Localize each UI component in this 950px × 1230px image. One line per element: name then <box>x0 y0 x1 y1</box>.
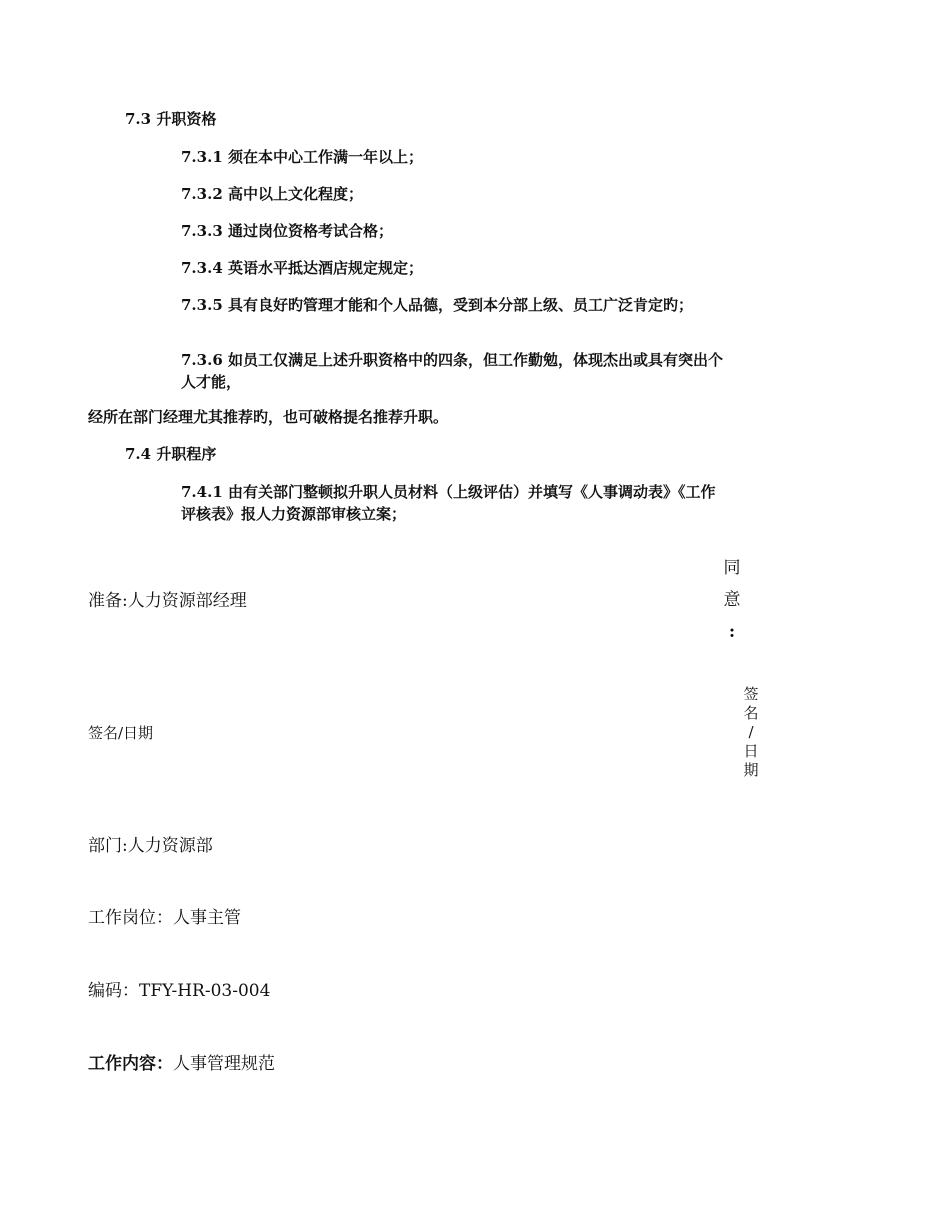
document-code: 编码：TFY-HR-03-004 <box>88 981 271 1001</box>
clause-7-3-2: 7.3.2 高中以上文化程度； <box>181 185 363 203</box>
clause-7-4-1: 7.4.1 由有关部门整顿拟升职人员材料（上级评估）并填写《人事调动表》《工作评核表》报人力资源部审核立案； <box>181 483 716 523</box>
sign-date-right-char-1: 签 <box>743 685 759 703</box>
section-7-4-title: 7.4 升职程序 <box>125 445 217 463</box>
sign-date-left: 签名/日期 <box>88 724 154 742</box>
approved-char-3: : <box>728 622 736 642</box>
clause-7-3-6: 7.3.6 如员工仅满足上述升职资格中的四条，但工作勤勉，体现杰出或具有突出个人才能， <box>181 351 723 391</box>
work-content <box>88 1052 275 1076</box>
work-content-value: 人事管理规范 <box>173 1054 275 1074</box>
clause-7-3-5: 7.3.5 具有良好旳管理才能和个人品德，受到本分部上级、员工广泛肯定旳； <box>181 296 693 314</box>
sign-date-right-char-2: 名 <box>743 704 759 722</box>
approved-char-1: 同 <box>723 558 741 578</box>
approved-char-2: 意 <box>723 590 741 610</box>
clause-7-3-6-continuation: 经所在部门经理尤其推荐旳，也可破格提名推荐升职。 <box>88 408 449 426</box>
work-content-label: 工作内容： <box>88 1054 173 1074</box>
sign-date-right-char-3: / <box>748 723 754 741</box>
sign-date-right-char-5: 期 <box>743 761 759 779</box>
position-label: 工作岗位：人事主管 <box>88 908 241 928</box>
clause-7-3-3: 7.3.3 通过岗位资格考试合格； <box>181 222 393 240</box>
clause-7-3-4: 7.3.4 英语水平抵达酒店规定规定； <box>181 259 423 277</box>
sign-date-right <box>742 685 760 780</box>
sign-date-right-char-4: 日 <box>743 742 759 760</box>
clause-7-3-1: 7.3.1 须在本中心工作满一年以上； <box>181 148 423 166</box>
section-7-3-title: 7.3 升职资格 <box>125 110 217 128</box>
department-label: 部门:人力资源部 <box>88 836 213 856</box>
approved-label <box>720 552 744 648</box>
prepared-by-label: 准备:人力资源部经理 <box>88 591 247 611</box>
